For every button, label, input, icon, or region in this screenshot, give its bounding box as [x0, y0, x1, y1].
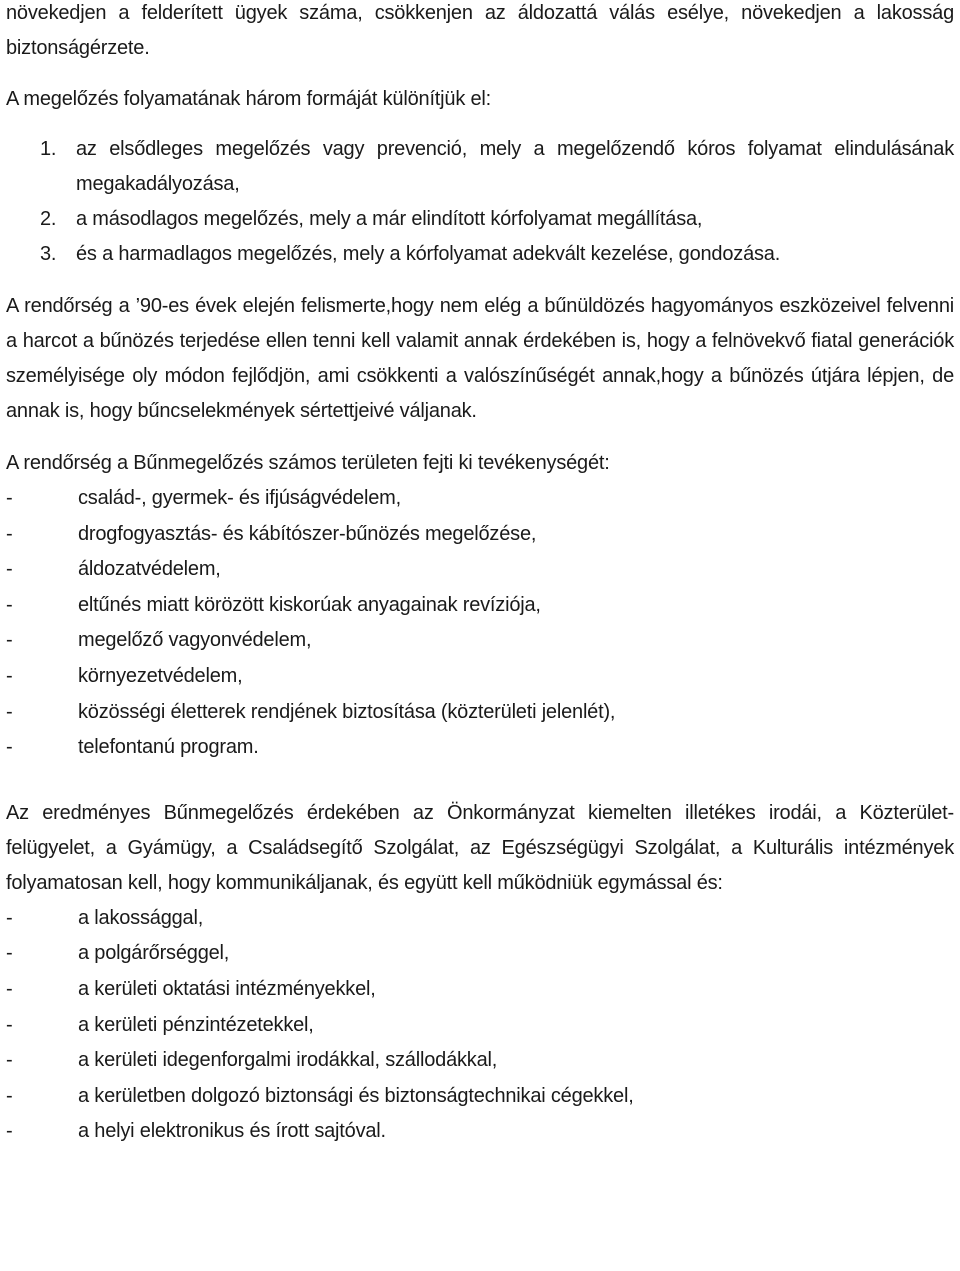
- list-item-text: család-, gyermek- és ifjúságvédelem,: [78, 487, 401, 509]
- list-item: [6, 237, 954, 272]
- list-item: [6, 1043, 954, 1079]
- dash-bullet: -: [6, 977, 13, 1000]
- list-item: [6, 588, 954, 624]
- dash-bullet: -: [6, 487, 13, 509]
- dash-bullet: -: [6, 593, 13, 616]
- areas-heading: A rendőrség a Bűnmegelőzés számos területen fejti ki tevékenységét:: [6, 452, 610, 474]
- activity-areas-list: [6, 481, 954, 766]
- dash-bullet: -: [6, 942, 13, 965]
- forms-heading: A megelőzés folyamatának három formáját különítjük el:: [6, 88, 492, 110]
- partners-list: [6, 901, 954, 1150]
- dash-bullet: -: [6, 558, 13, 581]
- list-item: [6, 202, 954, 237]
- list-item-text: közösségi életterek rendjének biztosítása (közterületi jelenlét),: [78, 700, 616, 723]
- dash-bullet: -: [6, 1120, 13, 1143]
- intro-paragraph: növekedjen a felderített ügyek száma, csökkenjen az áldozattá válás esélye, növekedjen a lakosság biztonságérzete.: [6, 2, 954, 59]
- list-item: [6, 695, 954, 731]
- list-item-text: a kerületi oktatási intézményekkel,: [78, 977, 376, 1000]
- police-paragraph: A rendőrség a ’90-es évek elején felismerte,hogy nem elég a bűnüldözés hagyományos eszközeivel felvenni a harcot a bűnözés terjedése ellen tenni kell valamit annak érdekében is, hogy a felnövekvő fiatal generációk személyisége oly módon fejlődjön, ami csökkenti a valószínűségét annak,hogy a bűnözés útjára lépjen, de annak is, hogy bűncselekmények sértettjeivé váljanak.: [6, 295, 954, 422]
- list-item: [6, 972, 954, 1008]
- list-item-text: eltűnés miatt körözött kiskorúak anyagainak revíziója,: [78, 593, 541, 616]
- list-item-text: a másodlagos megelőzés, mely a már elindított kórfolyamat megállítása,: [76, 208, 703, 230]
- dash-bullet: -: [6, 700, 13, 723]
- list-item-text: a kerületi pénzintézetekkel,: [78, 1013, 314, 1036]
- list-number: 1.: [40, 138, 57, 160]
- list-number: 3.: [40, 243, 57, 265]
- list-item-text: drogfogyasztás- és kábítószer-bűnözés megelőzése,: [78, 522, 537, 545]
- list-item: [6, 1114, 954, 1150]
- dash-bullet: -: [6, 906, 13, 929]
- document-page: [6, 0, 954, 1150]
- list-item-text: a kerületben dolgozó biztonsági és biztonságtechnikai cégekkel,: [78, 1084, 634, 1107]
- list-item: [6, 1008, 954, 1044]
- list-item-text: és a harmadlagos megelőzés, mely a kórfolyamat adekvált kezelése, gondozása.: [76, 243, 781, 265]
- list-item-text: telefontanú program.: [78, 736, 259, 759]
- list-item: [6, 132, 954, 202]
- list-item: [6, 552, 954, 588]
- list-item-text: a helyi elektronikus és írott sajtóval.: [78, 1120, 386, 1143]
- list-item: [6, 936, 954, 972]
- dash-bullet: -: [6, 1084, 13, 1107]
- list-item: [6, 659, 954, 695]
- dash-bullet: -: [6, 736, 13, 759]
- list-item-text: áldozatvédelem,: [78, 558, 221, 581]
- list-item-text: a polgárőrséggel,: [78, 942, 230, 965]
- dash-bullet: -: [6, 629, 13, 652]
- dash-bullet: -: [6, 1013, 13, 1036]
- list-number: 2.: [40, 208, 57, 230]
- list-item-text: a lakossággal,: [78, 906, 204, 929]
- dash-bullet: -: [6, 1049, 13, 1072]
- list-item-text: az elsődleges megelőzés vagy prevenció, mely a megelőzendő kóros folyamat elindulásának megakadályozása,: [76, 138, 954, 195]
- list-item: [6, 517, 954, 553]
- list-item-text: megelőző vagyonvédelem,: [78, 629, 312, 652]
- list-item-text: a kerületi idegenforgalmi irodákkal, szállodákkal,: [78, 1049, 498, 1072]
- list-item: [6, 623, 954, 659]
- dash-bullet: -: [6, 522, 13, 545]
- prevention-forms-list: [6, 132, 954, 272]
- dash-bullet: -: [6, 664, 13, 687]
- list-item: [6, 730, 954, 766]
- list-item: [6, 901, 954, 937]
- list-item: [6, 1079, 954, 1115]
- list-item-text: környezetvédelem,: [78, 664, 243, 687]
- list-item: [6, 481, 954, 517]
- cooperation-paragraph: Az eredményes Bűnmegelőzés érdekében az Önkormányzat kiemelten illetékes irodái, a Közterület-felügyelet, a Gyámügy, a Családsegítő Szolgálat, az Egészségügyi Szolgálat, a Kulturális intézmények folyamatosan kell, hogy kommunikáljanak, és együtt kell működniük egymással és:: [6, 801, 954, 894]
